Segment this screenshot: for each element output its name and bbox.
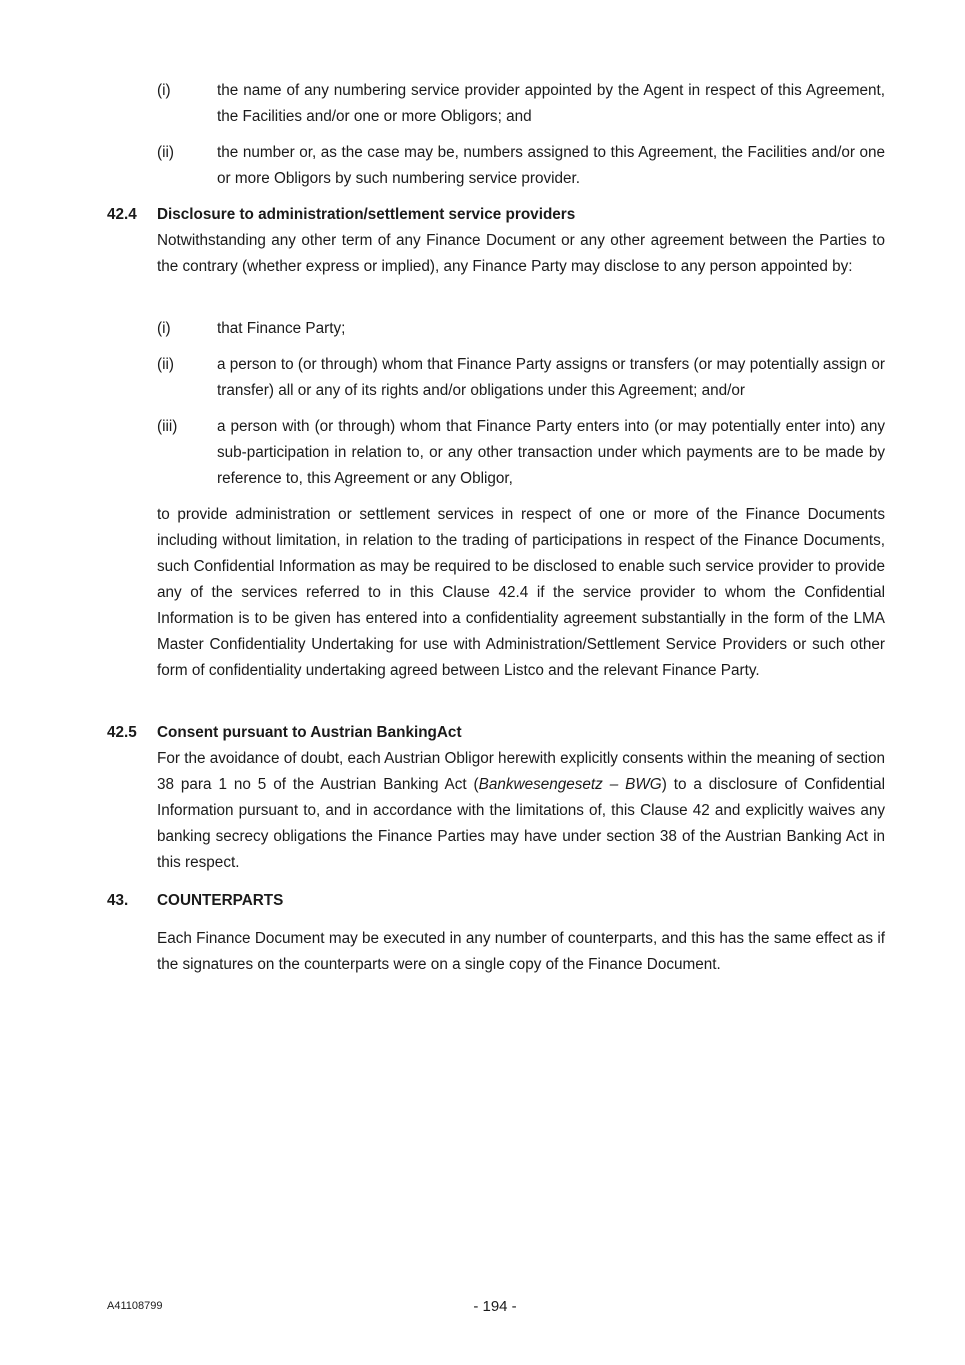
clause-43-text: Each Finance Document may be executed in any number of counterparts, and this has the same effect as if the signatures on the counterparts were on a single copy of the Finance Document. — [157, 930, 885, 973]
clause-42-5-text-italic: Bankwesengesetz – BWG — [478, 776, 662, 793]
clause-42-5-text — [157, 746, 885, 876]
list-item-text: a person with (or through) whom that Finance Party enters into (or may potentially enter into) any sub-participation in relation to, or any other transaction under which payments are to be made by reference to, this Agreement or any Obligor, — [217, 418, 885, 487]
clause-42-4-closing: to provide administration or settlement services in respect of one or more of the Finance Documents including without limitation, in relation to the trading of participations in respect of the Finance Documents, such Confidential Information as may be required to be disclosed to enable such service provider to provide any of the services referred to in this Clause 42.4 if the service provider to whom the Confidential Information is to be given has entered into a confidentiality agreement substantially in the form of the LMA Master Confidentiality Undertaking for use with Administration/Settlement Service Providers or such other form of confidentiality undertaking agreed between Listco and the relevant Finance Party. — [157, 506, 885, 679]
clause-42-5-text-before: For the avoidance of doubt, each Austrian Obligor herewith explicitly consents within the meaning of section 38 para 1 no 5 of the Austrian Banking Act ( — [157, 750, 885, 793]
clause-number: 42.4 — [107, 206, 137, 223]
list-item-number: (iii) — [157, 418, 178, 435]
clause-title: Consent pursuant to Austrian BankingAct — [157, 724, 462, 741]
list-item-text: that Finance Party; — [217, 320, 346, 337]
clause-title: Disclosure to administration/settlement service providers — [157, 206, 576, 223]
clause-42-4-intro: Notwithstanding any other term of any Finance Document or any other agreement between the Parties to the contrary (whether express or implied), any Finance Party may disclose to any person appointed by: — [157, 232, 885, 275]
list-item-number: (i) — [157, 82, 171, 99]
clause-number: 42.5 — [107, 724, 137, 741]
document-reference: A41108799 — [107, 1300, 163, 1312]
list-item-text: the number or, as the case may be, numbers assigned to this Agreement, the Facilities and/or one or more Obligors by such numbering service provider. — [217, 144, 885, 187]
page-number: - 194 - — [473, 1298, 517, 1315]
clause-number: 43. — [107, 892, 129, 909]
list-item-number: (i) — [157, 320, 171, 337]
list-item-text: the name of any numbering service provider appointed by the Agent in respect of this Agreement, the Facilities and/or one or more Obligors; and — [217, 82, 885, 125]
clause-42-5-text-after: ) to a disclosure of Confidential Information pursuant to, and in accordance with the limitations of, this Clause 42 and explicitly waives any banking secrecy obligations the Finance Parties may have under section 38 of the Austrian Banking Act in this respect. — [157, 776, 885, 871]
list-item-text: a person to (or through) whom that Finance Party assigns or transfers (or may potentially assign or transfer) all or any of its rights and/or obligations under this Agreement; and/or — [217, 356, 885, 399]
list-item-number: (ii) — [157, 356, 174, 373]
list-item-number: (ii) — [157, 144, 174, 161]
clause-title: COUNTERPARTS — [157, 892, 284, 909]
